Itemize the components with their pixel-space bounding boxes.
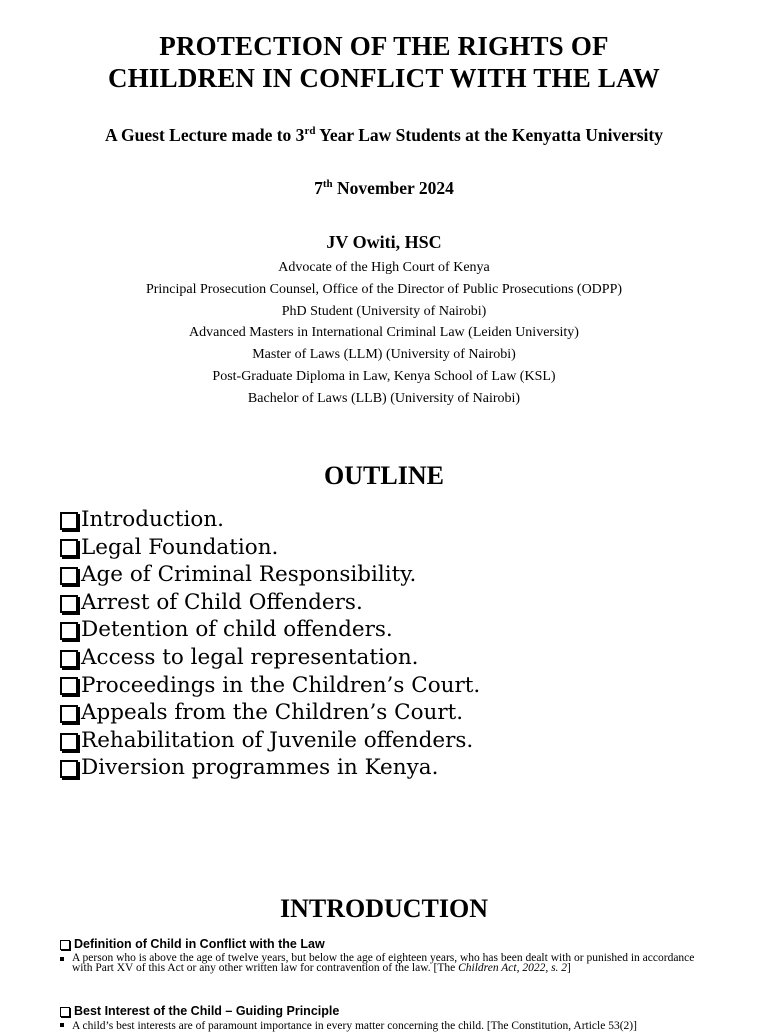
subtitle-ordinal: rd: [304, 125, 316, 138]
outline-item-label: Proceedings in the Children’s Court.: [81, 672, 481, 698]
outline-heading: OUTLINE: [324, 461, 444, 490]
checkbox-square-icon: [60, 512, 78, 530]
lecture-date: [0, 177, 768, 199]
checkbox-square-icon: [60, 622, 78, 640]
document-title: [0, 30, 768, 94]
section-heading-best-interest: [60, 1004, 339, 1019]
outline-item-label: Access to legal representation.: [81, 644, 419, 670]
outline-item-label: Introduction.: [81, 507, 224, 532]
title-line-1: PROTECTION OF THE RIGHTS OF: [159, 31, 609, 61]
lecture-subtitle: [0, 124, 768, 146]
date-day: 7: [314, 178, 323, 198]
best-interest-bullet: [60, 1020, 710, 1032]
outline-list: [60, 506, 740, 782]
square-bullet-icon: [60, 957, 64, 961]
outline-item-label: Rehabilitation of Juvenile offenders.: [81, 727, 474, 753]
definition-bullet: [60, 954, 710, 973]
outline-item: [60, 616, 740, 644]
title-line-2: CHILDREN IN CONFLICT WITH THE LAW: [108, 63, 660, 93]
date-rest: November 2024: [332, 178, 454, 198]
checkbox-square-icon: [60, 705, 78, 723]
outline-item-label: Age of Criminal Responsibility.: [81, 562, 417, 588]
section-heading-definition: [60, 937, 325, 952]
bullet-text: [72, 954, 710, 973]
author-name: JV Owiti, HSC: [326, 232, 442, 252]
checkbox-square-icon: [60, 760, 78, 778]
outline-item-label: Detention of child offenders.: [81, 617, 393, 643]
outline-item-label: Legal Foundation.: [81, 534, 279, 560]
outline-item: [60, 644, 740, 672]
checkbox-square-icon: [60, 567, 78, 585]
checkbox-square-icon: [60, 677, 78, 695]
outline-item-label: Arrest of Child Offenders.: [81, 589, 363, 615]
checkbox-square-icon: [60, 539, 78, 557]
outline-item: [60, 534, 740, 562]
checkbox-square-icon: [60, 650, 78, 668]
introduction-heading: INTRODUCTION: [279, 894, 489, 923]
outline-item: [60, 699, 740, 727]
outline-item: [60, 727, 740, 755]
credential-line: Advanced Masters in International Criminal Law (Leiden University): [189, 325, 579, 341]
outline-item-label: Diversion programmes in Kenya.: [81, 755, 439, 781]
bullet-text: A child’s best interests are of paramount importance in every matter concerning the child. [The Constitution, Article 53(2)]: [72, 1020, 637, 1032]
credential-line: Principal Prosecution Counsel, Office of the Director of Public Prosecutions (ODPP): [145, 281, 623, 297]
outline-item-label: Appeals from the Children’s Court.: [81, 700, 464, 726]
outline-item: [60, 672, 740, 700]
credential-line: Master of Laws (LLM) (University of Nairobi): [252, 347, 516, 363]
checkbox-square-icon: [60, 1007, 70, 1017]
bullet-main-text: A person who is above the age of twelve years, but below the age of eighteen years, who has been dealt with or punished in accordance with Part XV of this Act or any other written law for contravention of the law. [The: [72, 952, 695, 974]
bullet-end: ]: [567, 961, 571, 974]
section-title: Best Interest of the Child – Guiding Principle: [74, 1004, 340, 1018]
date-ordinal: th: [322, 178, 333, 191]
outline-item: [60, 506, 740, 534]
subtitle-prefix: A Guest Lecture made to 3: [104, 125, 305, 145]
section-title: Definition of Child in Conflict with the Law: [74, 937, 325, 951]
credential-line: Advocate of the High Court of Kenya: [278, 260, 490, 275]
outline-item: [60, 754, 740, 782]
outline-item: [60, 589, 740, 617]
checkbox-square-icon: [60, 940, 70, 950]
credential-line: PhD Student (University of Nairobi): [281, 303, 487, 319]
subtitle-suffix: Year Law Students at the Kenyatta University: [315, 125, 663, 145]
outline-item: [60, 561, 740, 589]
credential-line: Post-Graduate Diploma in Law, Kenya School of Law (KSL): [212, 368, 556, 384]
credential-line: Bachelor of Laws (LLB) (University of Nairobi): [247, 390, 521, 406]
bullet-citation: Children Act, 2022, s. 2: [458, 961, 568, 974]
checkbox-square-icon: [60, 595, 78, 613]
checkbox-square-icon: [60, 733, 78, 751]
author-credentials: [0, 257, 768, 410]
